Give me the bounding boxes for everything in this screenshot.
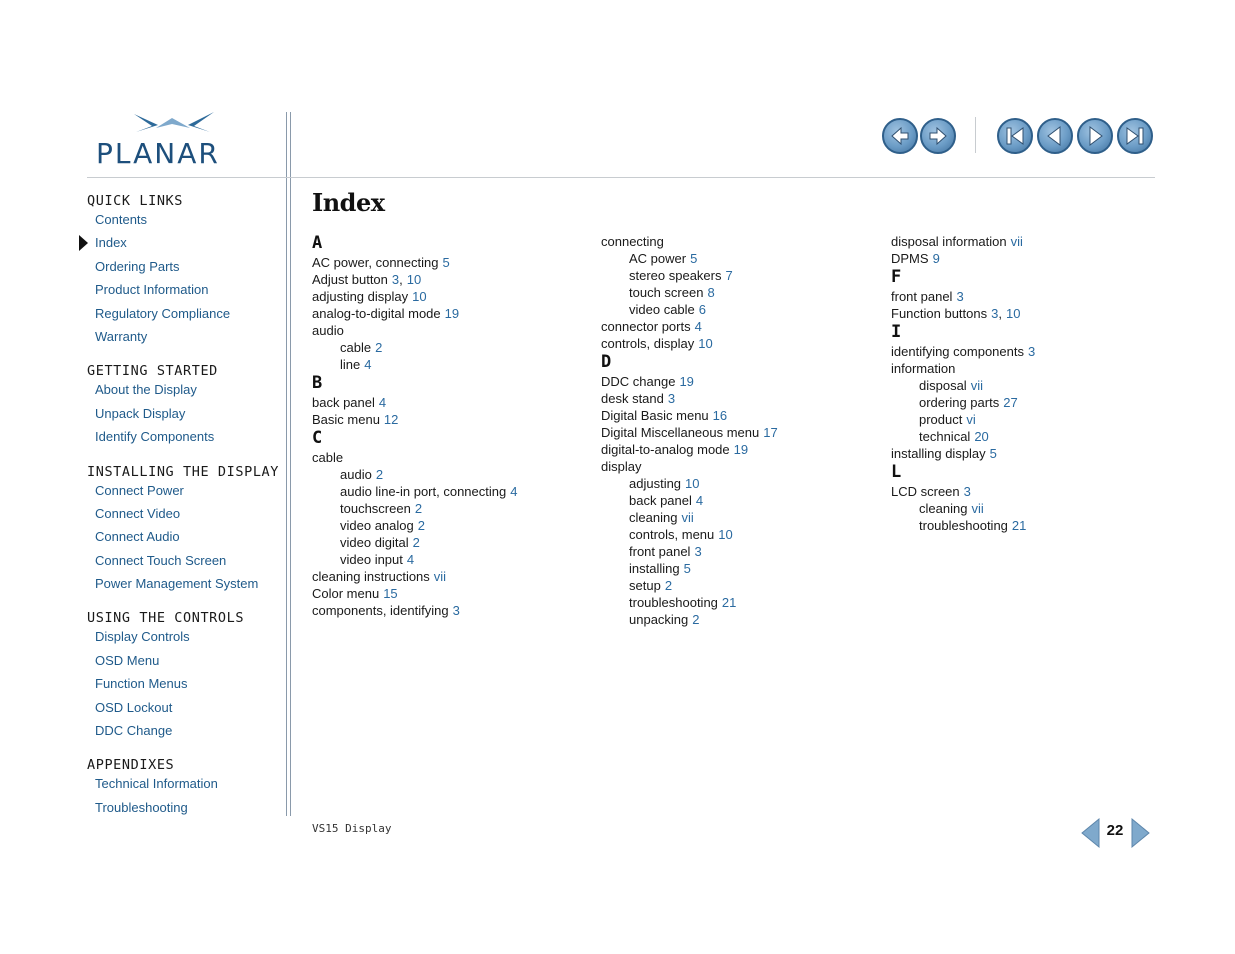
index-entry (891, 343, 1171, 360)
index-term: front panel (629, 544, 691, 559)
page-reference-link[interactable]: 4 (694, 319, 702, 334)
index-entry (312, 394, 592, 411)
next-page-icon (1079, 120, 1111, 152)
index-entry (312, 322, 592, 339)
index-entry (601, 407, 881, 424)
index-subentry (601, 526, 881, 543)
page-reference-link[interactable]: 12 (383, 412, 399, 427)
page-reference-link[interactable]: 3 (956, 289, 964, 304)
index-term: cleaning (629, 510, 678, 525)
index-term: technical (919, 429, 971, 444)
page-reference-link[interactable]: 3 (1027, 344, 1036, 359)
page-number: 22 (1106, 822, 1124, 839)
index-subentry (601, 284, 881, 301)
index-term: disposal (919, 378, 967, 393)
logo-text: PLANAR (96, 137, 220, 168)
page-separator: , (399, 272, 403, 287)
index-term: stereo speakers (629, 268, 722, 283)
sidebar-item-ordering-parts[interactable]: Ordering Parts (95, 258, 180, 274)
page-reference-link[interactable]: vii (681, 510, 694, 525)
index-column-1 (312, 233, 592, 619)
page-reference-link[interactable]: 4 (695, 493, 704, 508)
page-reference-link[interactable]: vi (966, 412, 976, 427)
index-entry (601, 318, 881, 335)
sidebar-item-connect-power[interactable]: Connect Power (95, 482, 184, 498)
sidebar-item-technical-information[interactable]: Technical Information (95, 776, 218, 792)
back-icon (884, 120, 916, 152)
page-reference-link[interactable]: 7 (725, 268, 733, 283)
index-subentry (891, 428, 1171, 445)
index-term: DPMS (891, 251, 929, 266)
index-entry (312, 585, 592, 602)
index-term: ordering parts (919, 395, 1000, 410)
index-term: back panel (629, 493, 692, 508)
page-reference-link[interactable]: 2 (664, 578, 673, 593)
page-reference-link[interactable]: 5 (442, 255, 450, 270)
index-entry (601, 233, 881, 250)
index-term: front panel (891, 289, 953, 304)
index-term: connecting (601, 234, 664, 249)
page-reference-link[interactable]: 10 (412, 289, 427, 304)
page-reference-link[interactable]: 4 (364, 357, 372, 372)
index-term: Digital Miscellaneous menu (601, 425, 760, 440)
index-subentry (601, 250, 881, 267)
sidebar-item-osd-lockout[interactable]: OSD Lockout (95, 699, 173, 715)
sidebar-item-product-information[interactable]: Product Information (95, 282, 209, 298)
index-subentry (601, 577, 881, 594)
index-entry (601, 458, 881, 475)
sidebar-item-contents[interactable]: Contents (95, 212, 148, 227)
index-entry (601, 335, 881, 352)
index-subentry (601, 475, 881, 492)
index-entry (891, 483, 1171, 500)
sidebar-item-ddc-change[interactable]: DDC Change (95, 723, 173, 739)
page-reference-link[interactable]: 3 (667, 391, 676, 406)
index-subentry (312, 534, 592, 551)
page-reference-link[interactable]: 10 (718, 527, 733, 542)
index-term: Basic menu (312, 412, 380, 427)
index-term: Digital Basic menu (601, 408, 709, 423)
index-subentry (312, 466, 592, 483)
page-reference-link[interactable]: 16 (712, 408, 728, 423)
page-reference-link[interactable]: 6 (698, 302, 707, 317)
index-term: identifying components (891, 344, 1024, 359)
page-reference-link[interactable]: vii (970, 378, 983, 393)
index-entry (601, 373, 881, 390)
index-letter-heading: I (891, 322, 902, 342)
index-term: digital-to-analog mode (601, 442, 730, 457)
index-subentry (891, 500, 1171, 517)
sidebar-heading: APPENDIXES (87, 757, 175, 774)
index-column-3 (891, 233, 1171, 534)
sidebar-item-power-management-system[interactable]: Power Management System (95, 576, 259, 592)
forward-button[interactable] (920, 118, 956, 154)
index-term: analog-to-digital mode (312, 306, 441, 321)
index-term: information (891, 361, 956, 376)
index-term: display (601, 459, 642, 474)
sidebar-section-quick-links (87, 191, 282, 351)
index-term: DDC change (601, 374, 676, 389)
sidebar-section-getting-started (87, 361, 282, 451)
index-term: audio (312, 323, 344, 338)
index-subentry (312, 551, 592, 568)
index-term: cable (340, 340, 372, 355)
index-term: installing display (891, 446, 986, 461)
index-subentry (312, 356, 592, 373)
sidebar-item-osd-menu[interactable]: OSD Menu (95, 652, 160, 668)
sidebar-item-unpack-display[interactable]: Unpack Display (95, 405, 186, 421)
page-reference-link[interactable]: 10 (406, 272, 422, 287)
button-separator (975, 117, 976, 153)
page-reference-link[interactable]: 4 (510, 484, 518, 499)
index-term: Function buttons (891, 306, 988, 321)
sidebar (87, 191, 282, 832)
index-entry (312, 449, 592, 466)
page-previous-arrow-icon[interactable] (1080, 817, 1100, 849)
page-reference-link[interactable]: 10 (698, 336, 713, 351)
page-reference-link[interactable]: 21 (1011, 518, 1027, 533)
sidebar-item-warranty[interactable]: Warranty (95, 328, 148, 344)
page-reference-link[interactable]: 8 (707, 285, 715, 300)
index-entry (891, 250, 1171, 267)
page-reference-link[interactable]: 2 (417, 518, 425, 533)
index-term: video cable (629, 302, 695, 317)
page-reference-link[interactable]: vii (971, 501, 984, 516)
planar-logo (96, 108, 248, 168)
sidebar-heading: INSTALLING THE DISPLAY (87, 463, 280, 480)
sidebar-section-installing-the-display (87, 462, 282, 599)
index-term: LCD screen (891, 484, 960, 499)
sidebar-item-index[interactable]: Index (87, 234, 282, 257)
index-entry (312, 602, 592, 619)
page-reference-link[interactable]: 2 (375, 340, 383, 355)
header-divider (87, 177, 1155, 178)
sidebar-divider-inner (290, 112, 291, 816)
index-entry (601, 441, 881, 458)
sidebar-divider (286, 112, 287, 816)
index-entry (312, 568, 592, 585)
sidebar-section-appendixes (87, 755, 282, 822)
index-entry (601, 424, 881, 441)
index-term: troubleshooting (629, 595, 718, 610)
page-reference-link[interactable]: 10 (1005, 306, 1021, 321)
index-entry (891, 360, 1171, 377)
index-term: Color menu (312, 586, 380, 601)
index-entry (312, 288, 592, 305)
index-entry (891, 233, 1171, 250)
index-letter-heading: A (312, 233, 323, 253)
sidebar-heading: USING THE CONTROLS (87, 610, 245, 627)
page-reference-link[interactable]: 2 (375, 467, 384, 482)
index-term: video analog (340, 518, 414, 533)
index-subentry (312, 517, 592, 534)
index-subentry (601, 301, 881, 318)
page-reference-link[interactable]: vii (1010, 234, 1023, 249)
index-term: back panel (312, 395, 375, 410)
index-term: touch screen (629, 285, 704, 300)
page-reference-link[interactable]: 5 (690, 251, 698, 266)
page-separator: , (998, 306, 1002, 321)
forward-icon (922, 120, 954, 152)
index-term: cleaning instructions (312, 569, 430, 584)
index-letter-heading: C (312, 428, 323, 448)
index-subentry (891, 377, 1171, 394)
index-subentry (601, 594, 881, 611)
index-entry (312, 305, 592, 322)
page-title: Index (312, 188, 385, 217)
page-reference-link[interactable]: 3 (391, 272, 400, 287)
index-subentry (312, 483, 592, 500)
sidebar-item-regulatory-compliance[interactable]: Regulatory Compliance (95, 305, 231, 321)
page-reference-link[interactable]: 27 (1003, 395, 1018, 410)
page-reference-link[interactable]: 5 (683, 561, 691, 576)
index-term: controls, display (601, 336, 695, 351)
index-entry (891, 305, 1171, 322)
sidebar-item-display-controls[interactable]: Display Controls (95, 629, 190, 645)
page-reference-link[interactable]: 2 (692, 612, 700, 627)
index-term: disposal information (891, 234, 1007, 249)
page-reference-link[interactable]: 19 (679, 374, 694, 389)
index-column-2 (601, 233, 881, 628)
index-term: installing (629, 561, 680, 576)
page-reference-link[interactable]: 4 (406, 552, 415, 567)
previous-page-button[interactable] (1037, 118, 1073, 154)
index-term: cable (312, 450, 344, 465)
index-term: setup (629, 578, 661, 593)
page-reference-link[interactable]: 3 (452, 603, 460, 618)
page-reference-link[interactable]: 21 (721, 595, 737, 610)
page-reference-link[interactable]: 9 (932, 251, 940, 266)
page-reference-link[interactable]: 19 (733, 442, 749, 457)
first-page-button[interactable] (997, 118, 1033, 154)
page-reference-link[interactable]: 20 (974, 429, 989, 444)
index-entry (312, 254, 592, 271)
index-term: AC power (629, 251, 687, 266)
page-reference-link[interactable]: 4 (378, 395, 387, 410)
sidebar-heading: QUICK LINKS (87, 193, 184, 209)
sidebar-item-troubleshooting[interactable]: Troubleshooting (95, 799, 188, 815)
index-subentry (601, 611, 881, 628)
index-term: product (919, 412, 963, 427)
first-page-icon (999, 120, 1031, 152)
index-term: audio (340, 467, 372, 482)
page-reference-link[interactable]: 10 (685, 476, 700, 491)
index-term: controls, menu (629, 527, 715, 542)
document-title: VS15 Display (312, 822, 392, 835)
index-entry (891, 445, 1171, 462)
index-letter-heading: L (891, 462, 902, 482)
sidebar-item-connect-touch-screen[interactable]: Connect Touch Screen (95, 552, 227, 568)
index-term: adjusting (629, 476, 682, 491)
index-term: touchscreen (340, 501, 411, 516)
sidebar-section-using-the-controls (87, 608, 282, 745)
sidebar-item-about-the-display[interactable]: About the Display (95, 382, 197, 398)
previous-page-icon (1039, 120, 1071, 152)
index-letter-heading: D (601, 352, 612, 372)
index-term: troubleshooting (919, 518, 1008, 533)
index-term: AC power, connecting (312, 255, 439, 270)
sidebar-heading: GETTING STARTED (87, 363, 218, 380)
sidebar-item-connect-audio[interactable]: Connect Audio (95, 529, 180, 545)
page-reference-link[interactable]: 3 (991, 306, 999, 321)
index-term: components, identifying (312, 603, 449, 618)
page-reference-link[interactable]: 3 (963, 484, 971, 499)
page-reference-link[interactable]: vii (433, 569, 447, 584)
page-reference-link[interactable]: 19 (444, 306, 460, 321)
index-term: connector ports (601, 319, 691, 334)
index-term: audio line-in port, connecting (340, 484, 507, 499)
sidebar-item-connect-video[interactable]: Connect Video (95, 505, 181, 521)
index-subentry (891, 411, 1171, 428)
index-term: video input (340, 552, 403, 567)
index-term: line (340, 357, 361, 372)
index-term: adjusting display (312, 289, 409, 304)
index-subentry (891, 394, 1171, 411)
index-term: Adjust button (312, 272, 388, 287)
index-entry (601, 390, 881, 407)
page-reference-link[interactable]: 2 (414, 501, 423, 516)
index-subentry (312, 500, 592, 517)
index-subentry (891, 517, 1171, 534)
page-reference-link[interactable]: 2 (412, 535, 420, 550)
sidebar-item-identify-components[interactable]: Identify Components (95, 429, 215, 445)
sidebar-item-function-menus[interactable]: Function Menus (95, 676, 188, 692)
page-next-arrow-icon[interactable] (1131, 817, 1151, 849)
index-subentry (312, 339, 592, 356)
last-page-icon (1119, 120, 1151, 152)
index-subentry (601, 543, 881, 560)
index-term: video digital (340, 535, 409, 550)
index-subentry (601, 492, 881, 509)
index-subentry (601, 267, 881, 284)
index-entry (312, 411, 592, 428)
index-letter-heading: B (312, 373, 323, 393)
last-page-button[interactable] (1117, 118, 1153, 154)
index-subentry (601, 509, 881, 526)
index-entry (891, 288, 1171, 305)
index-letter-heading: F (891, 267, 902, 287)
page-reference-link[interactable]: 3 (694, 544, 702, 559)
page-reference-link[interactable]: 15 (383, 586, 398, 601)
page-reference-link[interactable]: 17 (763, 425, 778, 440)
index-entry (312, 271, 592, 288)
index-term: cleaning (919, 501, 968, 516)
next-page-button[interactable] (1077, 118, 1113, 154)
index-subentry (601, 560, 881, 577)
index-term: desk stand (601, 391, 664, 406)
index-term: unpacking (629, 612, 689, 627)
page-reference-link[interactable]: 5 (989, 446, 997, 461)
back-button[interactable] (882, 118, 918, 154)
